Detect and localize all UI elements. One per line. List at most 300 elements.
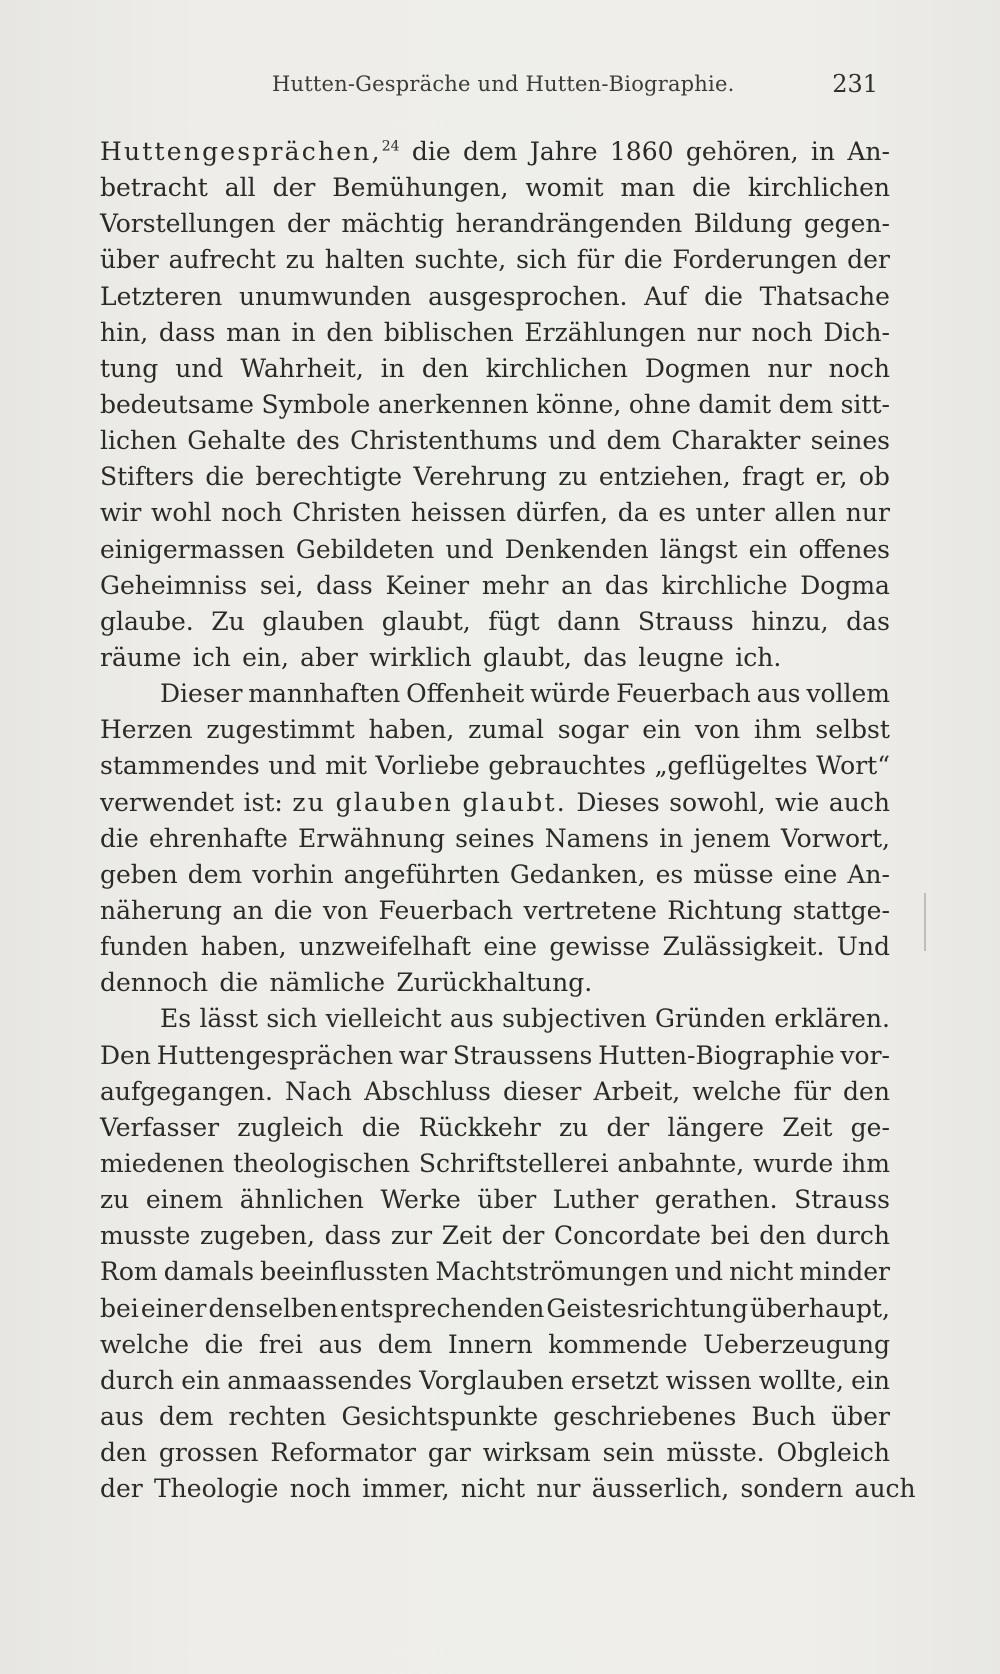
word: jenem [693, 823, 771, 853]
text-line [100, 459, 890, 495]
word: das [604, 570, 649, 600]
word: Gehalte [187, 426, 286, 456]
word: geben [100, 859, 178, 889]
word: aufrecht [168, 245, 276, 275]
word: suchte, [414, 245, 507, 275]
word: lichen [100, 426, 177, 456]
word: anerkennen [377, 389, 529, 419]
word: Rom [100, 1257, 158, 1287]
word: Erwähnung [298, 823, 445, 853]
word: zugeben, [199, 1221, 315, 1251]
word: dem [606, 426, 662, 456]
word: haben, [200, 932, 287, 962]
running-title: Hutten-Gespräche und Hutten-Biographie. [272, 72, 735, 96]
word: die [623, 245, 663, 275]
word: offenes [798, 534, 890, 564]
word: aus [756, 679, 801, 709]
word: sich [516, 245, 567, 275]
word: er, [815, 462, 848, 492]
word: nämliche [269, 968, 386, 998]
word: unumwunden [238, 281, 412, 311]
text-line [100, 929, 890, 965]
word: ersetzt [570, 1365, 659, 1395]
word: gerathen. [654, 1185, 778, 1215]
word: in [380, 353, 405, 383]
word: wurde [753, 1148, 834, 1178]
word: Thatsache [759, 281, 890, 311]
word: den [326, 317, 374, 347]
text-line [100, 1471, 916, 1507]
word: betracht [100, 173, 208, 203]
text-line [100, 965, 890, 1001]
word: den [100, 1438, 147, 1468]
word: kommende [548, 1329, 688, 1359]
word: dem [187, 859, 243, 889]
word: dennoch [100, 968, 209, 998]
word: wirksam [482, 1438, 591, 1468]
word: Ueberzeugung [703, 1329, 890, 1359]
word: über [831, 1401, 890, 1431]
word: noch [289, 1474, 351, 1504]
word: ist: [243, 787, 283, 817]
word: Dogma [800, 570, 890, 600]
word: ähnlichen [239, 1185, 364, 1215]
word: über [477, 1185, 537, 1215]
text-line [100, 495, 890, 531]
text-line [100, 387, 890, 423]
page-header [100, 72, 878, 104]
word: aufgegangen. [100, 1076, 273, 1106]
word: die [273, 895, 313, 925]
word: beeinflussten [260, 1257, 430, 1287]
text-line [100, 423, 890, 459]
word: haben, [368, 715, 455, 745]
word: das [846, 606, 890, 636]
word: Gedanken, [509, 859, 646, 889]
word: ohne [628, 389, 691, 419]
word: Letzteren [100, 281, 223, 311]
margin-pencil-mark [924, 893, 926, 951]
text-line [100, 712, 890, 748]
word: vorhin [252, 859, 334, 889]
text-line [100, 1001, 890, 1037]
word: Theologie [154, 1474, 279, 1504]
word: glaubt, [381, 606, 471, 636]
word: einigermassen [100, 534, 285, 564]
word: die [704, 281, 743, 311]
word: für [576, 245, 615, 275]
word: Hutten-Biographie [598, 1040, 835, 1070]
word: der [100, 1474, 143, 1504]
word: wir [100, 498, 142, 528]
word: den [421, 353, 469, 383]
word: mannhaften [248, 679, 401, 709]
word: in [810, 137, 836, 166]
word: die [361, 1112, 401, 1142]
word: man [620, 173, 676, 203]
word: Innern [447, 1329, 533, 1359]
word: die [219, 968, 259, 998]
word: durch [100, 1365, 175, 1395]
word: Abschluss [364, 1076, 491, 1106]
text-line [100, 1146, 890, 1182]
word: Zulässigkeit. [662, 932, 825, 962]
word: Charakter [671, 426, 801, 456]
word: damals [163, 1257, 255, 1287]
word: hin, [100, 317, 149, 347]
word: womit [525, 173, 604, 203]
word: Zu [211, 606, 245, 636]
word: die [205, 462, 245, 492]
word: Strauss [794, 1185, 890, 1215]
word: die [692, 173, 731, 203]
word: Bildung [693, 209, 793, 239]
text-line [100, 676, 890, 712]
word: der [287, 209, 330, 239]
word: und [175, 353, 224, 383]
word: die [411, 137, 451, 166]
word: Zeit [782, 1112, 833, 1142]
word: Gründen [654, 1004, 766, 1034]
word: Feuerbach [616, 679, 751, 709]
word: dürfen, [515, 498, 609, 528]
word: seines [810, 426, 890, 456]
word: für [793, 1076, 831, 1106]
word: berechtigte [255, 462, 403, 492]
word: noch [828, 353, 890, 383]
word: ein [748, 534, 788, 564]
word: Den [100, 1040, 151, 1070]
word: Gesichtspunkte [341, 1401, 539, 1431]
word: ge- [850, 1112, 890, 1142]
word: zugleich [237, 1112, 344, 1142]
word: man [226, 317, 281, 347]
word: ich [192, 642, 231, 672]
word: nur [845, 498, 890, 528]
word: würde [530, 679, 611, 709]
word: die [204, 1329, 244, 1359]
word: den [843, 1076, 890, 1106]
word: und [268, 751, 317, 781]
text-line [100, 1182, 890, 1218]
word: nicht [460, 1474, 526, 1504]
word: immer, [362, 1474, 450, 1504]
text-line [100, 279, 890, 315]
word: dann [557, 606, 621, 636]
word: wissen [665, 1365, 752, 1395]
word: hinzu, [751, 606, 829, 636]
word: Namens [544, 823, 649, 853]
text-line [100, 242, 890, 278]
word: Gebildeten [295, 534, 435, 564]
word: all [224, 173, 256, 203]
word: Luther [552, 1185, 639, 1215]
word: stattge- [792, 895, 890, 925]
word: aus [100, 1401, 144, 1431]
word: biblischen [383, 317, 514, 347]
word: sitt- [840, 389, 890, 419]
word: gehören, [685, 137, 799, 166]
word: der [847, 245, 890, 275]
word: 1860 [609, 137, 674, 166]
word: sowohl, [669, 787, 766, 817]
word: nur [696, 317, 741, 347]
word: eine [783, 859, 838, 889]
word: sich [266, 1004, 318, 1034]
word: Wort“ [816, 751, 890, 781]
word: dass [158, 317, 216, 347]
word: zugestimmt [206, 715, 355, 745]
text-line [100, 604, 890, 640]
word: theologischen [233, 1148, 410, 1178]
text-line [100, 893, 890, 929]
word: Straussens [452, 1040, 593, 1070]
word: Denkenden [504, 534, 649, 564]
word: die [100, 823, 139, 853]
word: wohl [151, 498, 212, 528]
text-line [100, 568, 890, 604]
word: Rückkehr [418, 1112, 541, 1142]
text-line [100, 1291, 890, 1327]
word: An- [847, 137, 890, 166]
word: Huttengesprächen, [100, 137, 382, 166]
word: welche [100, 1329, 190, 1359]
word: Richtung [667, 895, 783, 925]
word: vielleicht [325, 1004, 442, 1034]
word: könne, [536, 389, 622, 419]
word: Christenthums [350, 426, 538, 456]
word: verwendet [100, 787, 235, 817]
word: zu [292, 787, 327, 817]
page-number: 231 [832, 70, 878, 98]
word: vollem [806, 679, 890, 709]
text-line [100, 206, 890, 242]
word: An- [847, 859, 890, 889]
word: auch [854, 1474, 916, 1504]
word: stammendes [100, 751, 260, 781]
word: dem [158, 1401, 214, 1431]
word: über [100, 245, 159, 275]
word: Vorstellungen [100, 209, 276, 239]
word: war [398, 1040, 448, 1070]
word: eine [483, 932, 537, 962]
word: müsse [693, 859, 774, 889]
word: Herzen [100, 715, 193, 745]
word: Arbeit, [593, 1076, 681, 1106]
word: kirchliche [661, 570, 788, 600]
word: allen [774, 498, 837, 528]
word: Dich- [823, 317, 890, 347]
word: ihm [753, 715, 802, 745]
word: nur [536, 1474, 581, 1504]
word: glaube. [100, 606, 194, 636]
word: des [296, 426, 340, 456]
word: ausgesprochen. [428, 281, 628, 311]
word: anbahnte, [617, 1148, 745, 1178]
text-line [100, 134, 890, 170]
word: Christen [292, 498, 402, 528]
word: und [674, 1257, 723, 1287]
word: entsprechenden [339, 1293, 545, 1323]
word: sei, [259, 570, 304, 600]
word: das [583, 642, 627, 672]
text-line [100, 1038, 890, 1074]
word: glaubt, [482, 642, 572, 672]
word: in [291, 317, 316, 347]
word: von [322, 895, 369, 925]
word: gewisse [549, 932, 651, 962]
word: Strauss [637, 606, 734, 636]
body-text [100, 134, 916, 1507]
word: gar [427, 1438, 471, 1468]
word: und [548, 426, 597, 456]
word: lässt [199, 1004, 259, 1034]
text-line [100, 1363, 890, 1399]
word: Machtströmungen [435, 1257, 669, 1287]
word: längst [659, 534, 738, 564]
word: welche [692, 1076, 782, 1106]
text-line [100, 1110, 890, 1146]
word: aus [449, 1004, 494, 1034]
word: aber [300, 642, 358, 672]
word: ein [181, 1365, 221, 1395]
word: überhaupt, [750, 1293, 890, 1323]
word: Vorliebe [375, 751, 480, 781]
word: musste [100, 1221, 191, 1251]
word: gebrauchtes [488, 751, 646, 781]
word: angeführten [343, 859, 500, 889]
word: der [501, 1221, 545, 1251]
word: zu [285, 245, 315, 275]
word: dass [316, 570, 373, 600]
word: Dieses [576, 787, 660, 817]
word: Es [160, 1004, 192, 1034]
word: Wahrheit, [240, 353, 364, 383]
word: Geheimniss [100, 570, 248, 600]
word: minder [799, 1257, 890, 1287]
word: „geflügeltes [654, 751, 808, 781]
word: einem [145, 1185, 224, 1215]
word: an [561, 570, 593, 600]
word: seines [455, 823, 535, 853]
word: Feuerbach [378, 895, 514, 925]
word: denselben [208, 1293, 338, 1323]
word: dem [462, 137, 518, 166]
word: zu [559, 1112, 589, 1142]
word: näherung [100, 895, 223, 925]
word: funden [100, 932, 189, 962]
word: Buch [751, 1401, 816, 1431]
word: Zeit [441, 1221, 492, 1251]
word: zu [558, 462, 588, 492]
word: miedenen [100, 1148, 225, 1178]
word: ein [642, 715, 682, 745]
word: ich. [735, 642, 782, 672]
word: der [606, 1112, 650, 1142]
word: sogar [557, 715, 629, 745]
text-line [100, 785, 890, 821]
word: Geistesrichtung [546, 1293, 748, 1323]
word: unzweifelhaft [299, 932, 471, 962]
word: zu [100, 1185, 130, 1215]
word: es [658, 498, 686, 528]
word: fügt [488, 606, 540, 636]
word: müsste. [666, 1438, 765, 1468]
word: Offenheit [406, 679, 525, 709]
word: durch [815, 1221, 890, 1251]
word: mit [325, 751, 367, 781]
word: bei [710, 1221, 750, 1251]
word: zur [390, 1221, 433, 1251]
word: zumal [468, 715, 544, 745]
word: Forderungen [672, 245, 838, 275]
word: nicht [729, 1257, 794, 1287]
word: halten [324, 245, 405, 275]
word: damit [698, 389, 772, 419]
word: von [694, 715, 741, 745]
word: der [272, 173, 316, 203]
text-line [100, 640, 890, 676]
word: mehr [481, 570, 549, 600]
word: dieser [502, 1076, 582, 1106]
word: vor- [840, 1040, 890, 1070]
word: anmaassendes [227, 1365, 413, 1395]
word: leugne [638, 642, 724, 672]
word: nur [767, 353, 812, 383]
word: glauben [335, 787, 453, 817]
word: glauben [262, 606, 365, 636]
word: vertretene [523, 895, 657, 925]
word: den [759, 1221, 807, 1251]
word: äusserlich, [591, 1474, 730, 1504]
word: ihm [842, 1148, 890, 1178]
text-line [100, 532, 890, 568]
word: Keiner [385, 570, 470, 600]
word: Werke [380, 1185, 461, 1215]
word: bedeutsame [100, 389, 254, 419]
word: fragt [742, 462, 805, 492]
text-line [100, 170, 890, 206]
text-line [100, 857, 890, 893]
text-line [100, 315, 890, 351]
word: dem [377, 1329, 433, 1359]
word: auch [828, 787, 890, 817]
text-line [100, 1254, 890, 1290]
word: Stifters [100, 462, 195, 492]
word: unter [695, 498, 765, 528]
word: an [232, 895, 264, 925]
word: ehrenhafte [149, 823, 288, 853]
word: Auf [644, 281, 688, 311]
word: Bemühungen, [332, 173, 509, 203]
word: in [659, 823, 684, 853]
word: wirklich [369, 642, 472, 672]
word: mächtig [341, 209, 445, 239]
word: ob [858, 462, 890, 492]
word: da [617, 498, 649, 528]
text-line [100, 1435, 890, 1471]
word: Concordate [554, 1221, 702, 1251]
word: subjectiven [502, 1004, 647, 1034]
word: es [655, 859, 684, 889]
word: Verehrung [413, 462, 547, 492]
word: Dogmen [644, 353, 751, 383]
word: Nach [285, 1076, 352, 1106]
word: dem [778, 389, 834, 419]
word: Und [836, 932, 890, 962]
word: glaubt. [462, 787, 567, 817]
word: Jahre [529, 137, 598, 166]
